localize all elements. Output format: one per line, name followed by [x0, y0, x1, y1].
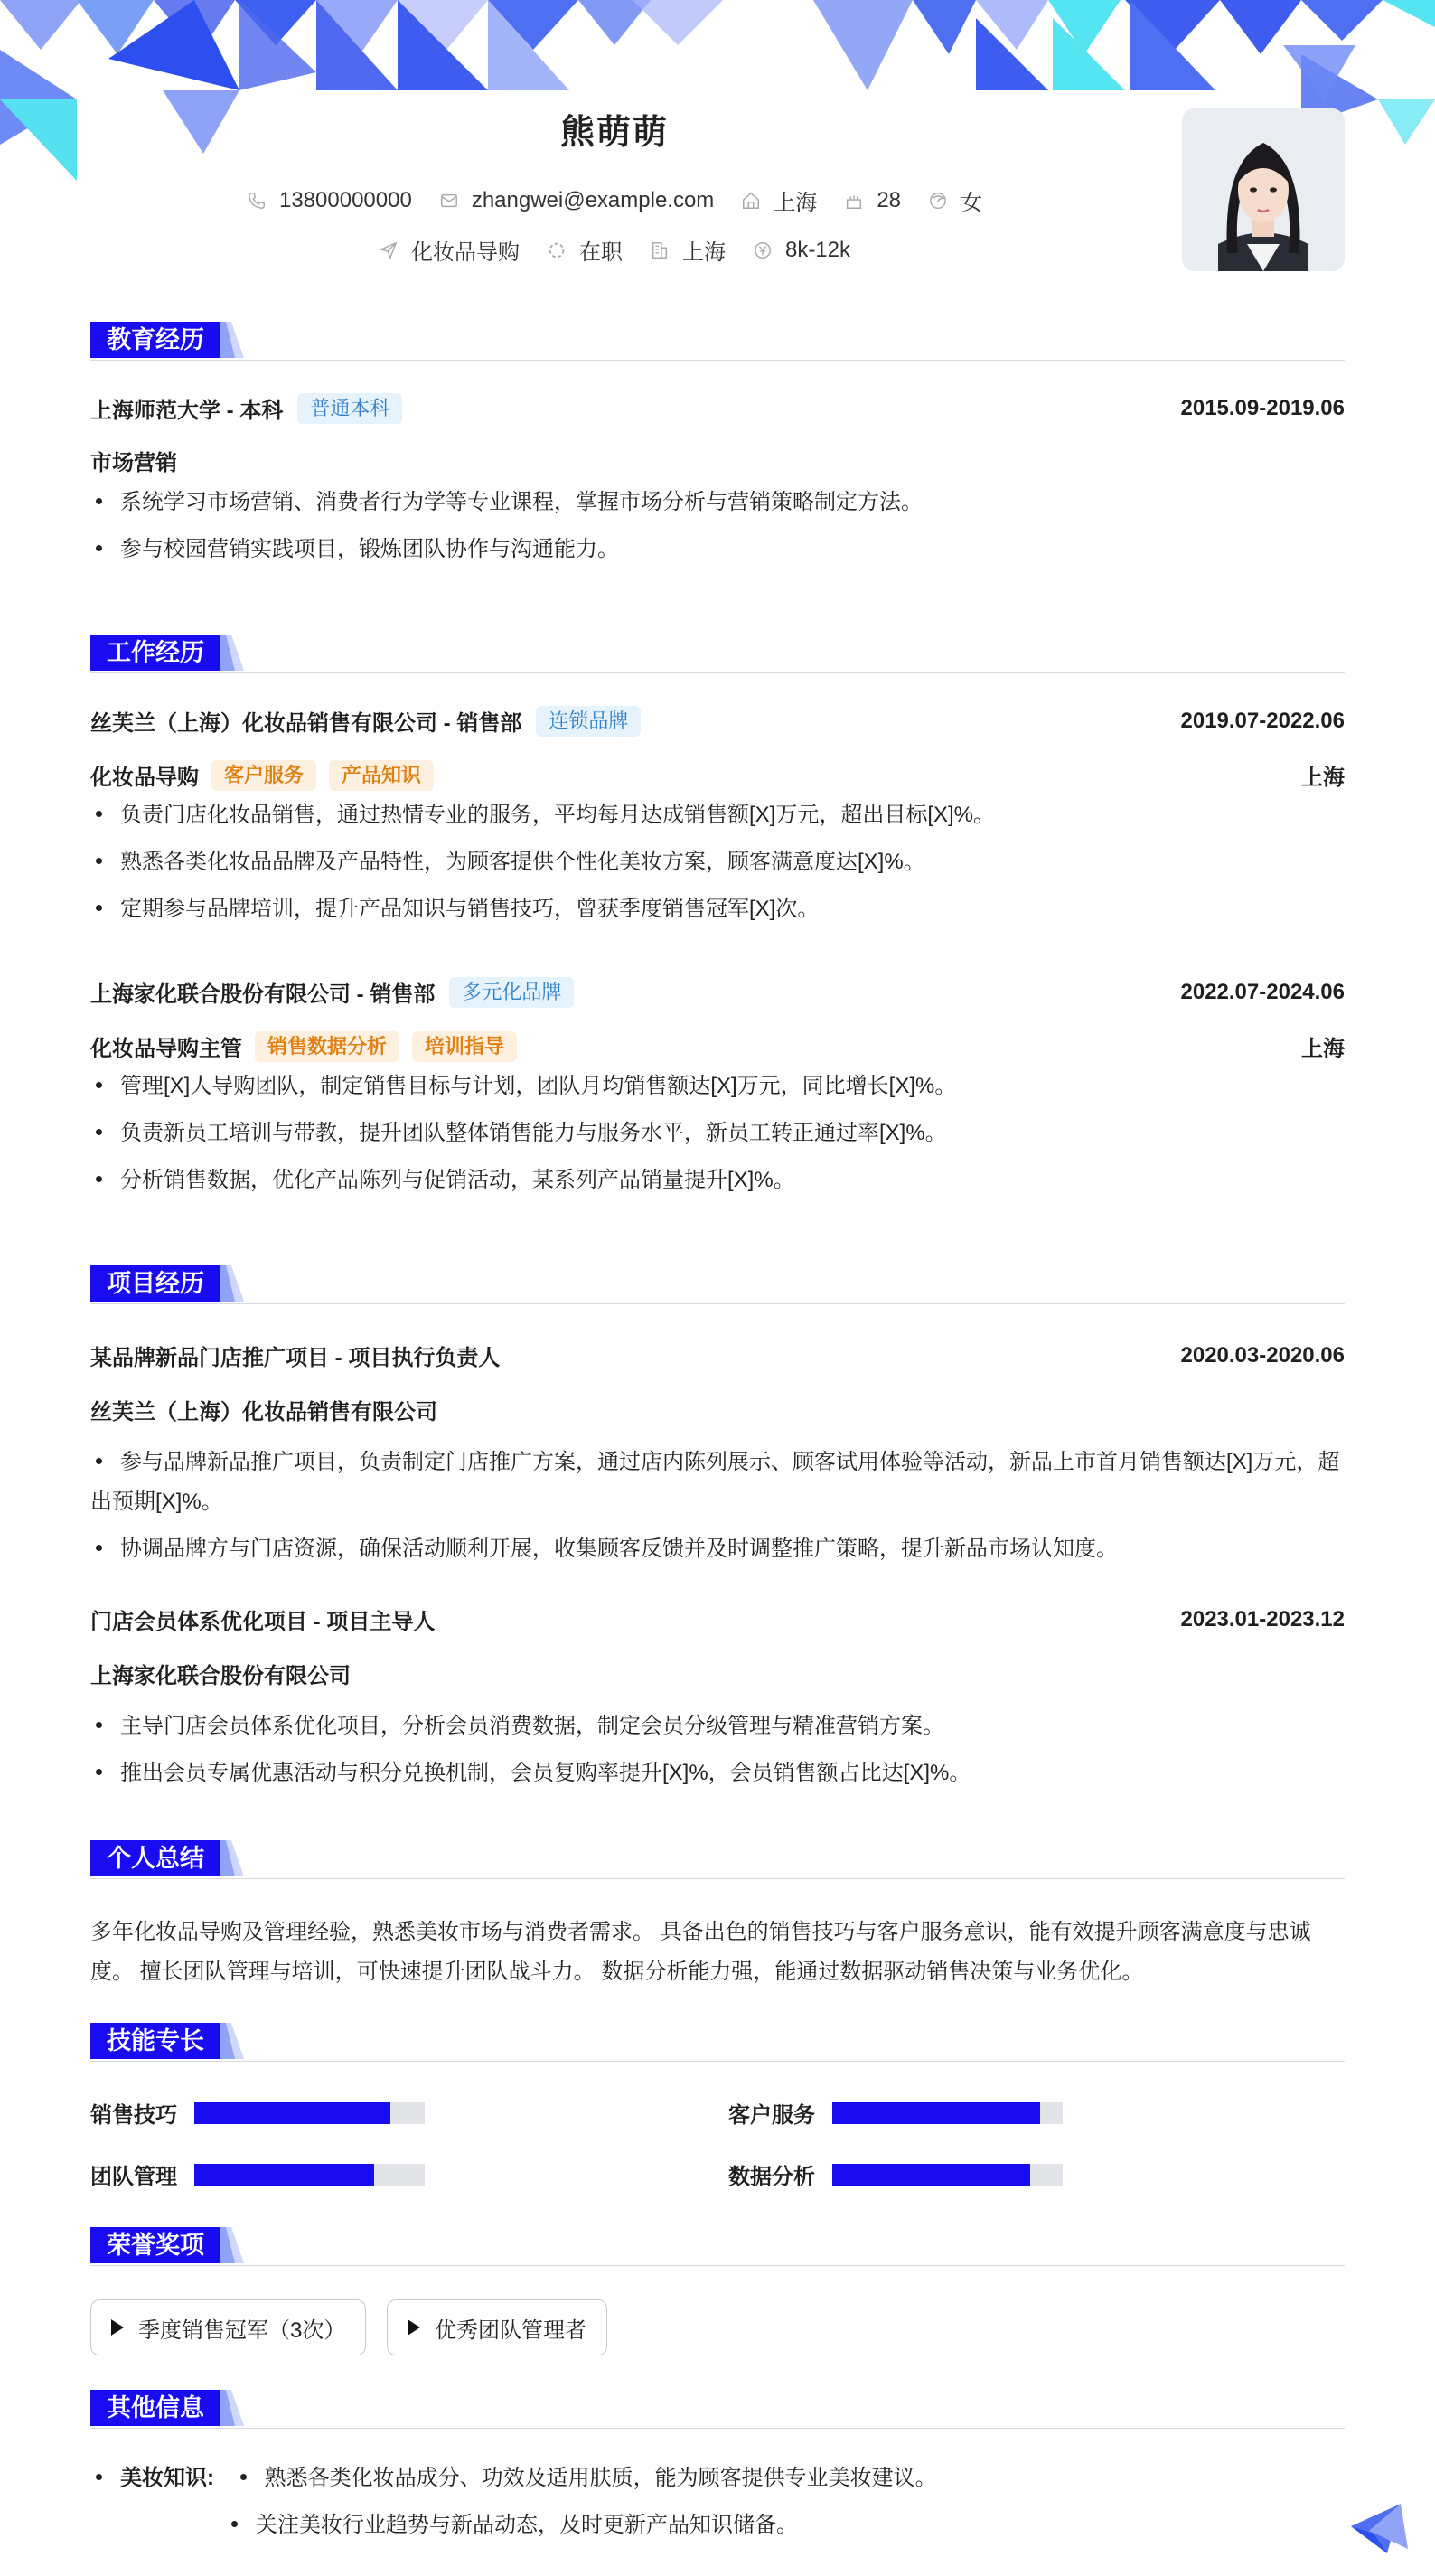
school-name: 上海师范大学 - 本科 — [90, 399, 284, 423]
city-text: 上海 — [774, 191, 818, 215]
phone-icon — [247, 191, 267, 211]
list-item: 负责门店化妆品销售，通过热情专业的服务，平均每月达成销售额[X]万元，超出目标[X]%。 — [90, 795, 1345, 835]
section-title: 教育经历 — [90, 322, 220, 358]
section-title-accent — [220, 1265, 244, 1302]
section-title-accent — [220, 322, 244, 358]
salary-icon — [753, 240, 773, 260]
skill-tag: 销售数据分析 — [255, 1031, 399, 1062]
skill-name: 销售技巧 — [90, 2103, 177, 2128]
project-header-row — [90, 1340, 1345, 1371]
contact-row — [0, 184, 1229, 216]
section-title: 个人总结 — [90, 1840, 220, 1876]
award-badge — [387, 2299, 607, 2355]
company-name: 上海家化联合股份有限公司 - 销售部 — [90, 982, 436, 1007]
project-date: 2020.03-2020.06 — [1180, 1342, 1345, 1368]
list-item: 参与品牌新品推广项目，负责制定门店推广方案，通过店内陈列展示、顾客试用体验等活动，新品上市首月销售额达[X]万元，超 — [90, 1443, 1345, 1482]
skill-bar — [194, 2102, 425, 2124]
education-section — [90, 322, 1345, 561]
skill-bar — [832, 2102, 1063, 2124]
other-item: 熟悉各类化妆品成分、功效及适用肤质，能为顾客提供专业美妆建议。 — [264, 2466, 937, 2490]
contact-email — [439, 188, 715, 213]
section-divider — [90, 360, 1345, 361]
skill-tag: 客户服务 — [211, 760, 316, 791]
section-title: 其他信息 — [90, 2390, 220, 2426]
list-item: 管理[X]人导购团队，制定销售目标与计划，团队月均销售额达[X]万元，同比增长[X]%。 — [90, 1067, 1345, 1106]
section-title: 技能专长 — [90, 2023, 220, 2059]
list-item: 熟悉各类化妆品品牌及产品特性，为顾客提供个性化美妆方案，顾客满意度达[X]%。 — [90, 842, 1345, 882]
job-role: 化妆品导购 — [90, 766, 199, 790]
home-icon — [741, 191, 761, 211]
contact-age — [844, 188, 901, 213]
contact-gender — [928, 184, 982, 216]
section-header — [90, 1840, 1345, 1876]
summary-line: 多年化妆品导购及管理经验，熟悉美妆市场与消费者需求。 具备出色的销售技巧与客户服务意识，能有效提升顾客满意度与忠诚 — [90, 1920, 1311, 1944]
awards-section — [90, 2227, 1345, 2343]
phone-text: 13800000000 — [278, 187, 412, 212]
section-header — [90, 2227, 1345, 2263]
skill-bar — [832, 2164, 1063, 2186]
position-text: 化妆品导购 — [410, 240, 520, 265]
skill-item — [728, 2097, 1063, 2129]
intent-status — [547, 234, 623, 266]
status-icon — [547, 240, 567, 260]
avatar — [1182, 108, 1345, 271]
education-date: 2015.09-2019.06 — [1180, 395, 1345, 420]
other-label: 美妆知识: — [120, 2466, 214, 2490]
email-text: zhangwei@example.com — [471, 187, 715, 212]
list-item: 负责新员工培训与带教，提升团队整体销售能力与服务水平，新员工转正通过率[X]%。 — [90, 1114, 1345, 1153]
skill-name: 客户服务 — [728, 2103, 815, 2128]
work-date: 2019.07-2022.06 — [1180, 708, 1345, 733]
award-badge — [90, 2299, 366, 2355]
section-title-accent — [220, 2227, 244, 2263]
company-tag: 连锁品牌 — [536, 706, 641, 737]
work-city: 上海 — [1301, 1037, 1345, 1061]
list-item: 主导门店会员体系优化项目，分析会员消费数据，制定会员分级管理与精准营销方案。 — [90, 1706, 1345, 1746]
skill-bar-fill — [194, 2164, 374, 2186]
contact-city — [741, 184, 817, 216]
send-icon — [379, 240, 399, 260]
skill-item — [90, 2097, 425, 2129]
school-tag: 普通本科 — [297, 393, 402, 424]
skill-tag: 培训指导 — [412, 1031, 517, 1062]
status-text: 在职 — [578, 240, 623, 265]
list-item: 推出会员专属优惠活动与积分兑换机制，会员复购率提升[X]%，会员销售额占比达[X]%。 — [90, 1753, 1345, 1793]
award-label: 优秀团队管理者 — [435, 2317, 586, 2343]
salary-text: 8k-12k — [784, 237, 851, 262]
skill-name: 团队管理 — [90, 2165, 177, 2189]
company-tag: 多元化品牌 — [449, 977, 574, 1008]
company-name: 丝芙兰（上海）化妆品销售有限公司 - 销售部 — [90, 711, 522, 736]
major-name: 市场营销 — [90, 451, 177, 475]
section-header — [90, 2023, 1345, 2059]
intent-row — [0, 234, 1229, 266]
project-org-row — [90, 1658, 1345, 1689]
section-header — [90, 322, 1345, 358]
intent-city — [650, 234, 726, 266]
other-item: 关注美妆行业趋势与新品动态，及时更新产品知识储备。 — [256, 2513, 798, 2537]
list-item — [90, 2458, 1345, 2498]
section-divider — [90, 1303, 1345, 1304]
summary-line: 度。 擅长团队管理与培训，可快速提升团队战斗力。 数据分析能力强，能通过数据驱动销售决策与业务优化。 — [90, 1960, 1144, 1984]
cake-icon — [844, 191, 864, 211]
project-header-row — [90, 1603, 1345, 1635]
list-item: 分析销售数据，优化产品陈列与促销活动，某系列产品销量提升[X]%。 — [90, 1161, 1345, 1200]
skill-bar-fill — [832, 2164, 1030, 2186]
contact-phone — [247, 188, 412, 213]
building-icon — [650, 240, 670, 260]
avatar-portrait — [1182, 108, 1345, 271]
project-date: 2023.01-2023.12 — [1180, 1606, 1345, 1631]
corner-decoration — [1346, 2490, 1410, 2558]
skills-section — [90, 2023, 1345, 2189]
gender-icon — [928, 191, 948, 211]
list-item: 定期参与品牌培训，提升产品知识与销售技巧，曾获季度销售冠军[X]次。 — [90, 889, 1345, 929]
skill-bar-fill — [194, 2102, 390, 2124]
mail-icon — [439, 191, 459, 211]
work-date: 2022.07-2024.06 — [1180, 979, 1345, 1004]
section-divider — [90, 2428, 1345, 2429]
section-divider — [90, 672, 1345, 673]
education-header-row — [90, 392, 1345, 424]
work-header-row — [90, 976, 1345, 1008]
intent-city-text: 上海 — [681, 240, 726, 265]
project-section — [90, 1265, 1345, 1785]
gender-text: 女 — [961, 191, 983, 215]
section-title-accent — [220, 1840, 244, 1876]
skill-name: 数据分析 — [728, 2165, 815, 2189]
list-item: 系统学习市场营销、消费者行为学等专业课程，掌握市场分析与营销策略制定方法。 — [90, 483, 1345, 522]
education-major-row — [90, 445, 1345, 476]
award-label: 季度销售冠军（3次） — [138, 2317, 346, 2343]
section-title: 项目经历 — [90, 1265, 220, 1302]
play-icon — [408, 2319, 420, 2336]
skill-item — [728, 2158, 1063, 2190]
project-org: 上海家化联合股份有限公司 — [90, 1664, 351, 1688]
section-title-accent — [220, 2390, 244, 2426]
intent-position — [379, 234, 520, 266]
section-divider — [90, 2265, 1345, 2266]
skill-bar — [194, 2164, 425, 2186]
section-title: 荣誉奖项 — [90, 2227, 220, 2263]
section-divider — [90, 2061, 1345, 2062]
project-title: 门店会员体系优化项目 - 项目主导人 — [90, 1610, 436, 1634]
work-section — [90, 635, 1345, 1192]
list-item-continued: 出预期[X]%。 — [90, 1490, 223, 1514]
section-title-accent — [220, 635, 244, 671]
work-role-row — [90, 1030, 1345, 1062]
project-org: 丝芙兰（上海）化妆品销售有限公司 — [90, 1400, 437, 1424]
skill-tag: 产品知识 — [329, 760, 434, 791]
section-header — [90, 1265, 1345, 1302]
job-role: 化妆品导购主管 — [90, 1037, 242, 1061]
work-header-row — [90, 705, 1345, 737]
section-header — [90, 2390, 1345, 2426]
list-item — [226, 2505, 1345, 2545]
section-divider — [90, 1878, 1345, 1879]
section-header — [90, 635, 1345, 671]
section-title-accent — [220, 2023, 244, 2059]
list-item: 协调品牌方与门店资源，确保活动顺利开展，收集顾客反馈并及时调整推广策略，提升新品市场认知度。 — [90, 1529, 1345, 1569]
project-org-row — [90, 1394, 1345, 1425]
age-text: 28 — [877, 187, 902, 212]
intent-salary — [753, 238, 850, 263]
section-title: 工作经历 — [90, 635, 220, 671]
candidate-name: 熊萌萌 — [559, 114, 669, 152]
work-city: 上海 — [1301, 766, 1345, 790]
summary-section — [90, 1840, 1345, 1984]
play-icon — [111, 2319, 124, 2336]
work-role-row — [90, 759, 1345, 791]
list-item: 参与校园营销实践项目，锻炼团队协作与沟通能力。 — [90, 530, 1345, 569]
other-section — [90, 2390, 1345, 2537]
project-title: 某品牌新品门店推广项目 - 项目执行负责人 — [90, 1346, 501, 1370]
skill-item — [90, 2158, 425, 2190]
skill-bar-fill — [832, 2102, 1040, 2124]
